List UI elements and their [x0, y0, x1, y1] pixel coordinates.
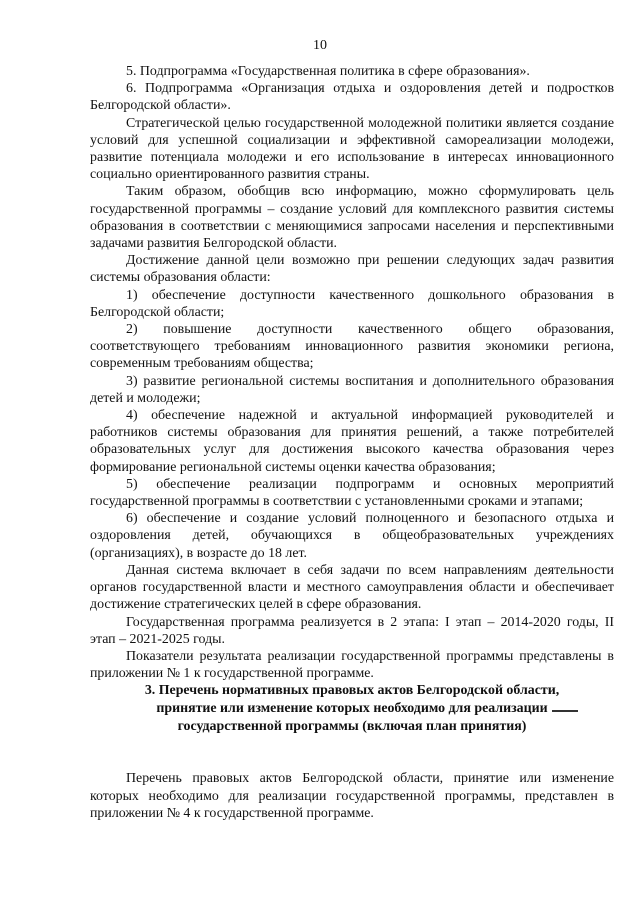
paragraph: Достижение данной цели возможно при решении следующих задач развития системы образования области:: [90, 253, 614, 286]
paragraph: 5. Подпрограмма «Государственная политика в сфере образования».: [126, 64, 530, 79]
list-item: 3) развитие региональной системы воспитания и дополнительного образования детей и молодежи;: [90, 373, 614, 406]
paragraph: Государственная программа реализуется в 2 этапа: I этап – 2014-2020 годы, II этап – 2021-2025 годы.: [90, 614, 614, 647]
section-heading-line: принятие или изменение которых необходимо для реализации: [156, 701, 548, 717]
document-body: [90, 63, 614, 822]
list-item: 2) повышение доступности качественного общего образования, соответствующего требованиям инновационного развития экономики региона, современным требованиям общества;: [90, 322, 614, 372]
section-heading: [90, 682, 614, 736]
section-heading-line: государственной программы (включая план принятия): [177, 719, 527, 735]
paragraph: Стратегической целью государственной молодежной политики является создание условий для успешной социализации и эффективной самореализации молодежи, развитие потенциала молодежи и его использование в интересах инновационного социально ориентированного развития страны.: [90, 115, 614, 183]
list-item: 6) обеспечение и создание условий полноценного и безопасного отдыха и оздоровления детей, обучающихся в общеобразовательных учреждениях (организациях), в возрасте до 18 лет.: [90, 511, 614, 561]
list-item: 5) обеспечение реализации подпрограмм и основных мероприятий государственной программы в соответствии с установленными сроками и этапами;: [90, 476, 614, 510]
pen-mark: [552, 710, 578, 712]
paragraph: Данная система включает в себя задачи по всем направлениям деятельности органов государственной власти и местного самоуправления области и обеспечивает достижение стратегических целей в сфере образования.: [90, 562, 614, 613]
list-item: 1) обеспечение доступности качественного дошкольного образования в Белгородской области;: [90, 287, 614, 320]
paragraph: 6. Подпрограмма «Организация отдыха и оздоровления детей и подростков Белгородской области».: [90, 81, 614, 114]
page-number: 10: [313, 38, 327, 53]
paragraph: Таким образом, обобщив всю информацию, можно сформулировать цель государственной программы – создание условий для комплексного развития системы образования в соответствии с меняющимися запросами населения и перспективными задачами развития Белгородской области.: [90, 184, 614, 252]
paragraph: Показатели результата реализации государственной программы представлены в приложении № 1 к государственной программе.: [90, 648, 614, 682]
list-item: 4) обеспечение надежной и актуальной информацией руководителей и работников системы образования для принятия решений, а также потребителей образовательных услуг для достижения высокого качества образования через формирование региональной системы оценки качества образования;: [90, 408, 614, 475]
section-heading-line: 3. Перечень нормативных правовых актов Белгородской области,: [144, 683, 560, 699]
paragraph: Перечень правовых актов Белгородской области, принятие или изменение которых необходимо для реализации государственной программы, представлен в приложении № 4 к государственной программе.: [90, 771, 614, 821]
